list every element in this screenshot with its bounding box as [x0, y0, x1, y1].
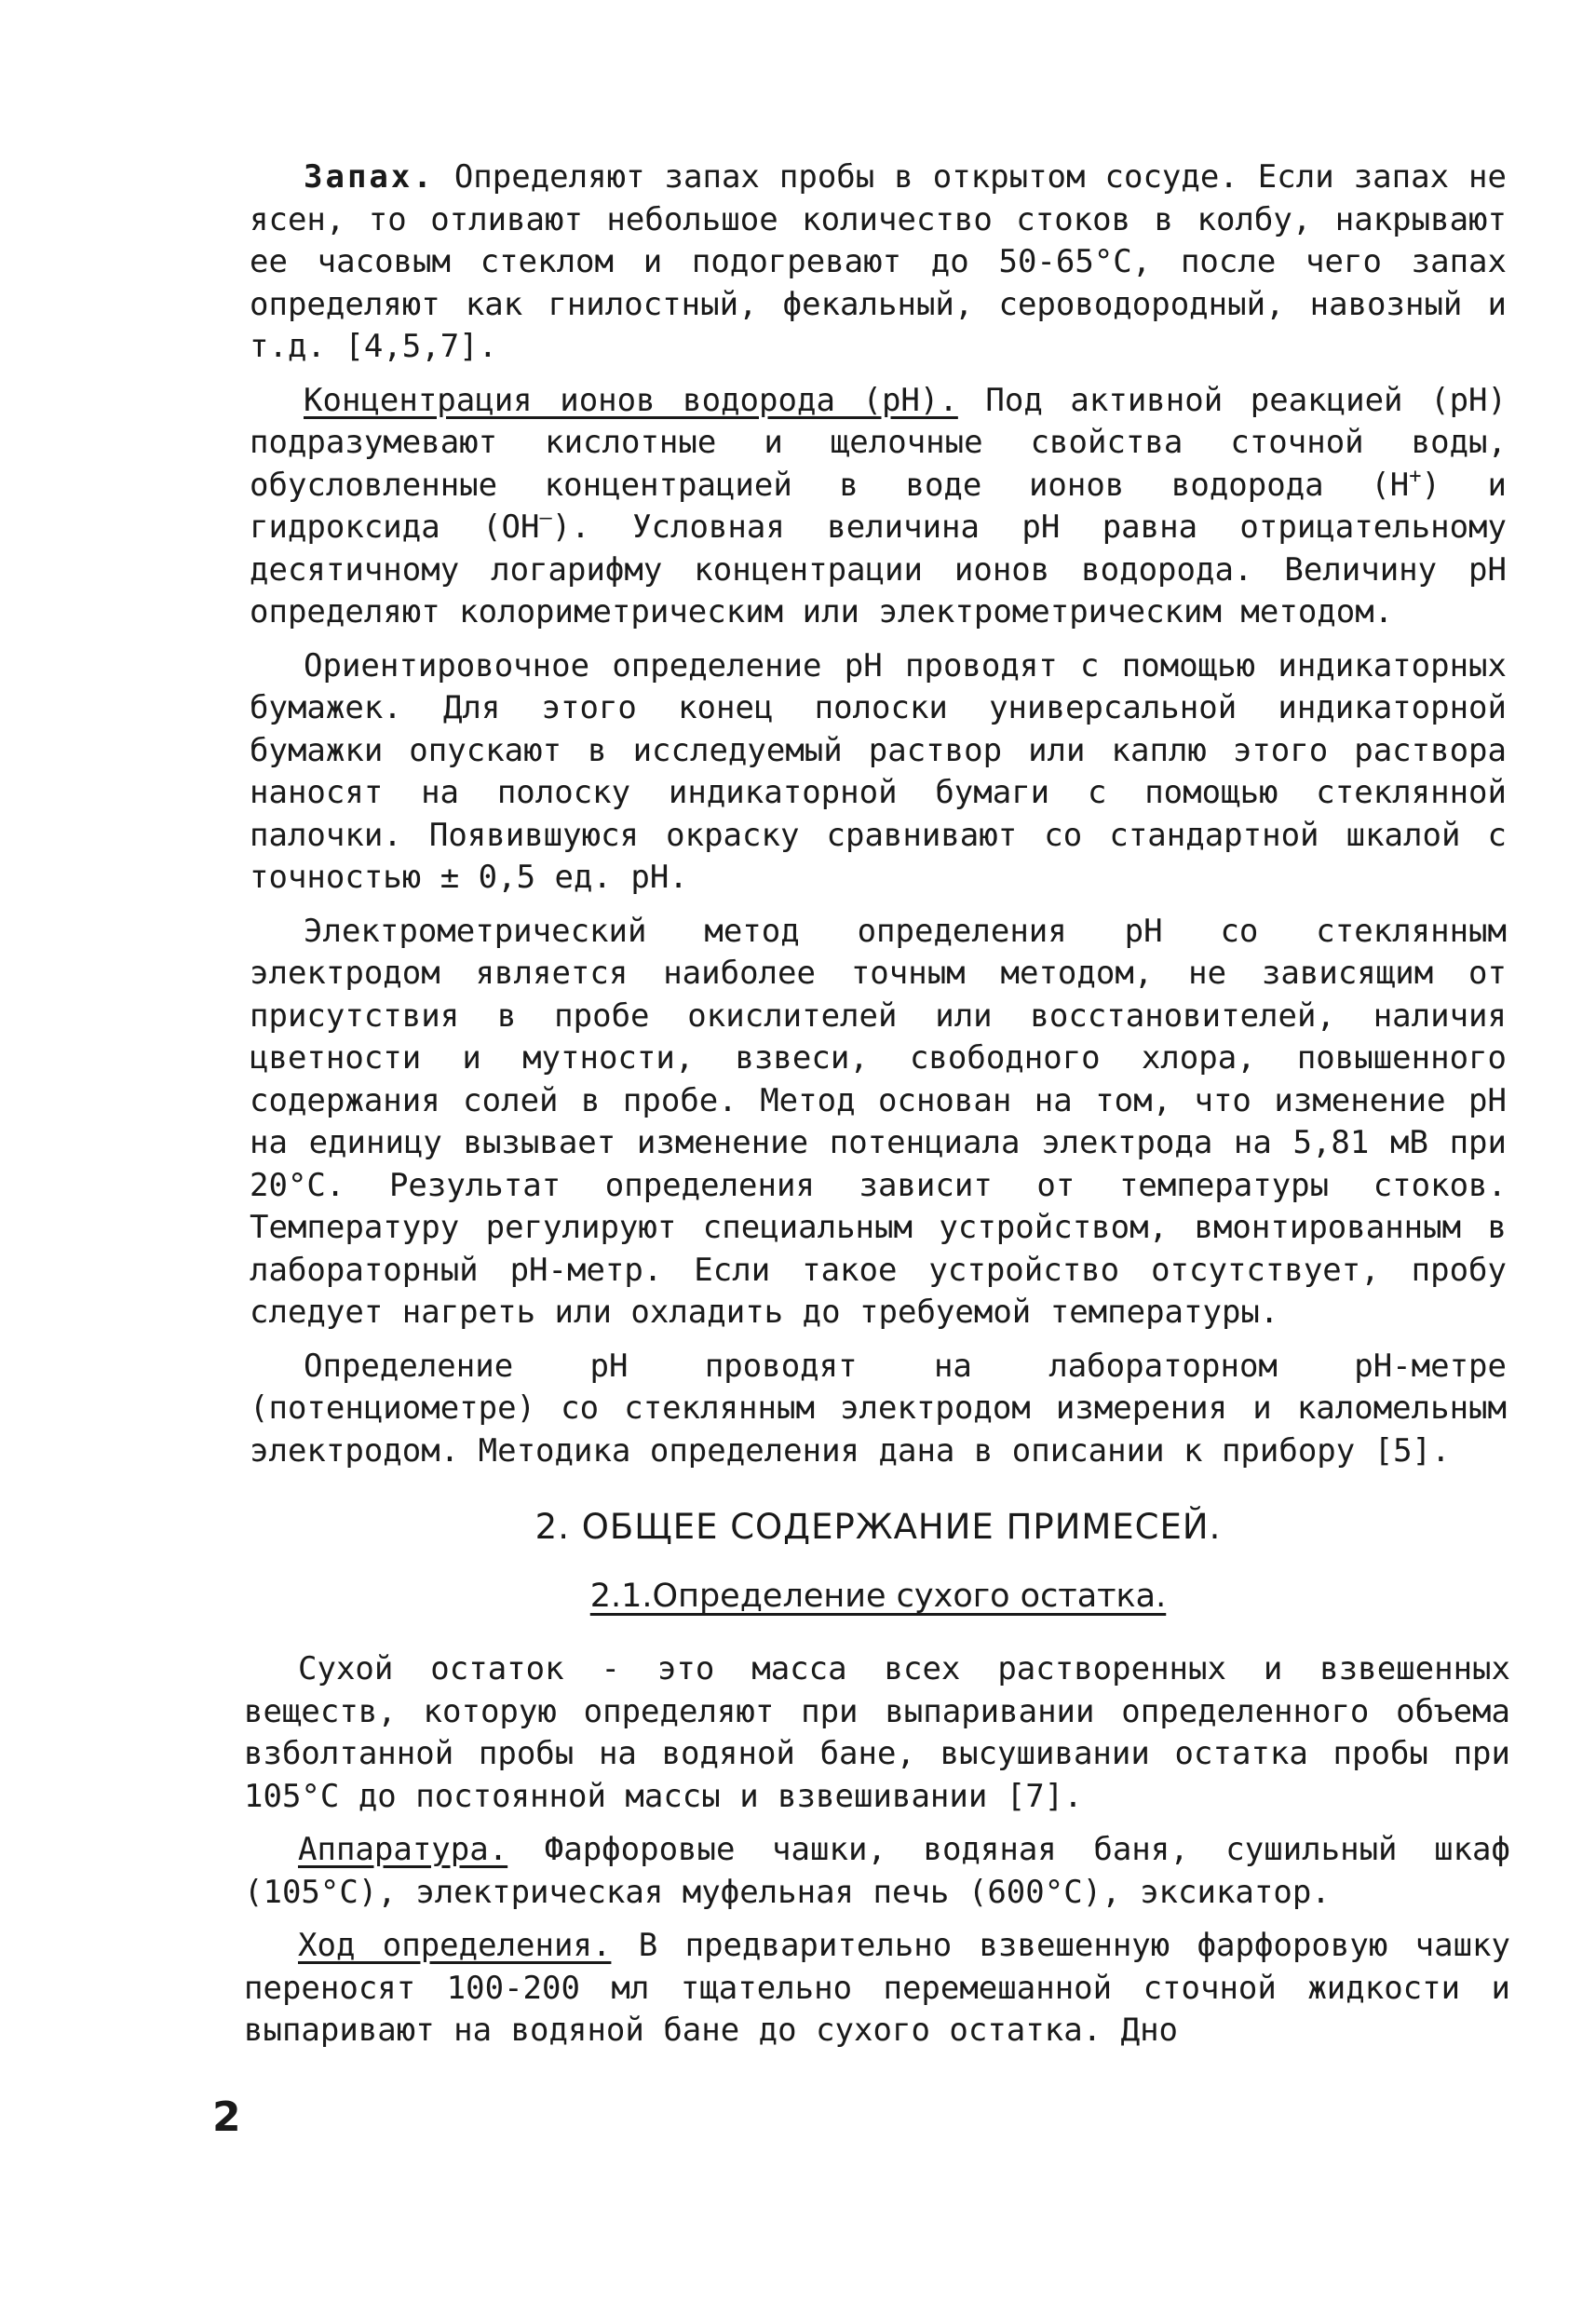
- subsection-heading-text: 2.1.Определение сухого остатка.: [589, 1578, 1167, 1615]
- main-text: [250, 156, 1507, 1472]
- subsection-heading: [250, 1578, 1507, 1615]
- paragraph-dry-residue: Сухой остаток - это масса всех растворенных и взвешенных веществ, которую определяют при выпаривании определенного объема взболтанной пробы на водяной бане, высушивании остатка пробы при 105°С до постоянной массы и взвешивании [7].: [244, 1650, 1510, 1815]
- ph-text-a: Под активной реакцией (рН) подразумевают кислотные и щелочные свойства сточной воды, обусловленные концентрацией в воде ионов водорода (Н: [250, 381, 1507, 504]
- section-text: [244, 1648, 1510, 2053]
- paragraph-electrometric: Электрометрический метод определения рН со стеклянным электродом является наиболее точным методом, не зависящим от присутствия в пробе окислителей или восстановителей, наличия цветности и мутности, взвеси, свободного хлора, повышенного содержания солей в пробе. Метод основан на том, что изменение рН на единицу вызывает изменение потенциала электрода на 5,81 мВ при 20°С. Результат определения зависит от температуры стоков. Температуру регулируют специальным устройством, вмонтированным в лабораторный рН-метр. Если такое устройство отсутствует, пробу следует нагреть или охладить до требуемой температуры.: [250, 912, 1507, 1331]
- procedure-lead: Ход определения.: [298, 1927, 612, 1964]
- procedure-text: В предварительно взвешенную фарфоровую чашку переносят 100-200 мл тщательно перемешанной сточной жидкости и выпаривают на водяной бане до сухого остатка. Дно: [244, 1927, 1510, 2049]
- ph-text-c: ). Условная величина рН равна отрицательному десятичному логарифму концентрации ионов водорода. Величину рН определяют колориметрическим или электрометрическим методом.: [250, 508, 1508, 630]
- smell-text: Определяют запах пробы в открытом сосуде. Если запах не ясен, то отливают небольшое количество стоков в колбу, накрывают ее часовым стеклом и подогревают до 50-65°С, после чего запах определяют как гнилостный, фекальный, сероводородный, навозный и т.д. [4,5,7].: [250, 158, 1507, 365]
- ph-lead: Концентрация ионов водорода (рН).: [304, 381, 958, 419]
- paragraph-indicator: Ориентировочное определение рН проводят с помощью индикаторных бумажек. Для этого конец полоски универсальной индикаторной бумажки опускают в исследуемый раствор или каплю этого раствора наносят на полоску индикаторной бумаги с помощью стеклянной палочки. Появившуюся окраску сравнивают со стандартной шкалой с точностью ± 0,5 ед. рН.: [250, 646, 1507, 896]
- paragraph-ph: [250, 380, 1507, 634]
- ph-sup-plus: +: [1409, 464, 1422, 488]
- paragraph-apparatus: [244, 1829, 1510, 1914]
- ph-sup-minus: –: [539, 507, 552, 530]
- page-number: 2: [212, 2093, 241, 2141]
- paragraph-smell: [250, 156, 1507, 369]
- paragraph-procedure: [244, 1925, 1510, 2053]
- apparatus-text: Фарфоровые чашки, водяная баня, сушильный шкаф (105°С), электрическая муфельная печь (600°С), эксикатор.: [244, 1831, 1510, 1911]
- apparatus-lead: Аппаратура.: [298, 1831, 508, 1868]
- smell-lead: Запах.: [304, 158, 435, 196]
- paragraph-phmeter: Определение рН проводят на лабораторном рН-метре (потенциометре) со стеклянным электродом измерения и каломельным электродом. Методика определения дана в описании к прибору [5].: [250, 1347, 1507, 1470]
- section-heading: 2. ОБЩЕЕ СОДЕРЖАНИЕ ПРИМЕСЕЙ.: [534, 1507, 1222, 1547]
- ph-text-b: ) и гидроксида (ОН: [250, 466, 1507, 546]
